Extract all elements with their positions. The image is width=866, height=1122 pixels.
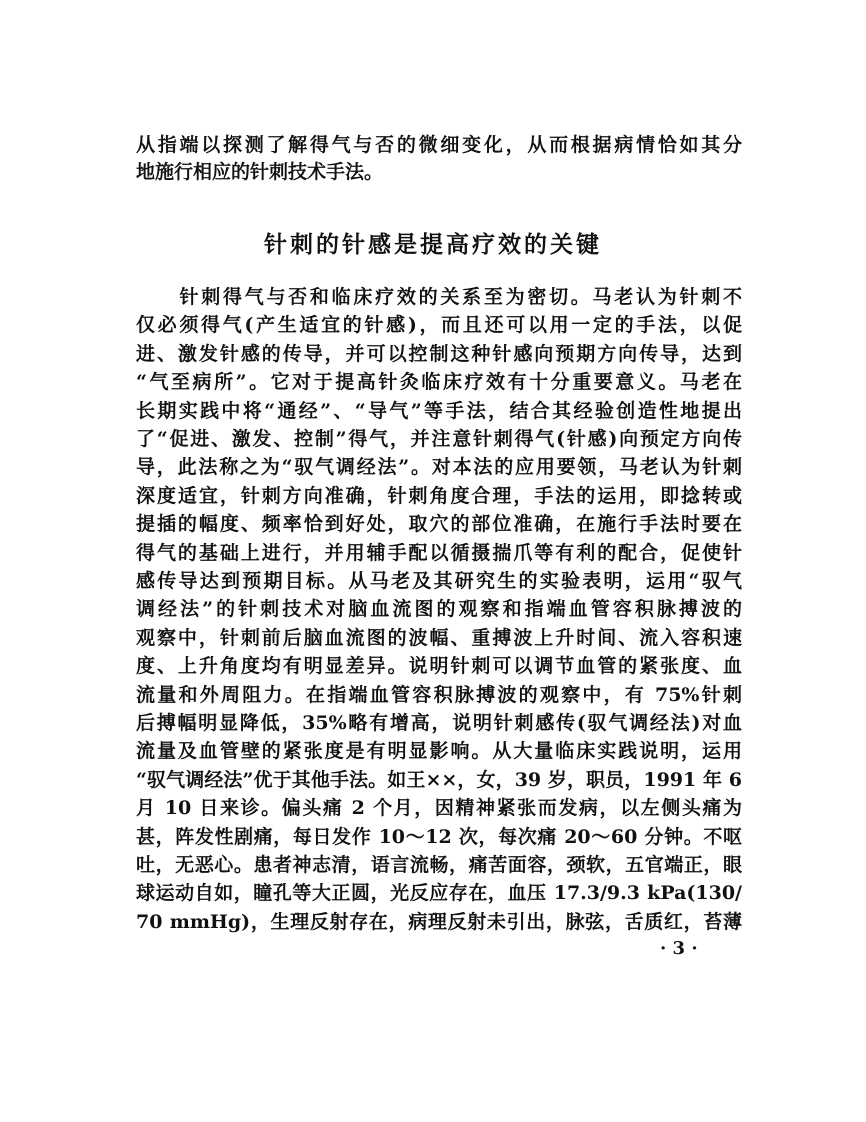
paragraph-line: 流量和外周阻力。在指端血管容积脉搏波的观察中，有 75%针刺 [136,683,742,706]
paragraph-line: 了“促进、激发、控制”得气，并注意针刺得气(针感)向预定方向传 [136,428,742,450]
paragraph-line: 吐，无恶心。患者神志清，语言流畅，痛苦面容，颈软，五官端正，眼 [136,854,742,876]
intro-line: 地施行相应的针刺技术手法。 [136,161,384,183]
paragraph-line: 仅必须得气(产生适宜的针感)，而且还可以用一定的手法，以促 [136,314,742,337]
paragraph-line: 70 mmHg)，生理反射存在，病理反射未引出，脉弦，舌质红，苔薄 [136,910,742,933]
section-heading: 针刺的针感是提高疗效的关键 [264,231,602,258]
paragraph-line: 进、激发针感的传导，并可以控制这种针感向预期方向传导，达到 [136,342,742,365]
page-number: · 3 · [660,938,698,959]
paragraph-line: 导，此法称之为“驭气调经法”。对本法的应用要领，马老认为针刺 [136,456,742,479]
paragraph-line: 甚，阵发性剧痛，每日发作 10～12 次，每次痛 20～60 分钟。不呕 [136,825,742,848]
paragraph-line: 感传导达到预期目标。从马老及其研究生的实验表明，运用“驭气 [136,570,742,592]
paragraph-line: 长期实践中将“通经”、“导气”等手法，结合其经验创造性地提出 [136,399,742,422]
paragraph-line: 调经法”的针刺技术对脑血流图的观察和指端血管容积脉搏波的 [136,598,742,621]
paragraph-line: 月 10 日来诊。偏头痛 2 个月，因精神紧张而发病，以左侧头痛为 [136,797,742,820]
paragraph-line: “气至病所”。它对于提高针灸临床疗效有十分重要意义。马老在 [136,371,742,394]
paragraph-line: 后搏幅明显降低，35%略有增高，说明针刺感传(驭气调经法)对血 [136,712,742,734]
paragraph-line: 提插的幅度、频率恰到好处，取穴的部位准确，在施行手法时要在 [136,513,742,536]
paragraph-line: 深度适宜，针刺方向准确，针刺角度合理，手法的运用，即捻转或 [136,484,742,507]
intro-line: 从指端以探测了解得气与否的微细变化，从而根据病情恰如其分 [136,134,742,156]
paragraph-line: 度、上升角度均有明显差异。说明针刺可以调节血管的紧张度、血 [136,655,742,678]
paragraph-line: 球运动自如，瞳孔等大正圆，光反应存在，血压 17.3/9.3 kPa(130/ [136,882,742,905]
paragraph-line: 得气的基础上进行，并用辅手配以循摄揣爪等有利的配合，促使针 [136,541,742,564]
paragraph-line: 观察中，针刺前后脑血流图的波幅、重搏波上升时间、流入容积速 [136,626,742,649]
paragraph-line: 针刺得气与否和临床疗效的关系至为密切。马老认为针刺不 [136,286,742,308]
paragraph-line: “驭气调经法”优于其他手法。如王××，女，39 岁，职员，1991 年 6 [136,768,742,791]
paragraph-line: 流量及血管壁的紧张度是有明显影响。从大量临床实践说明，运用 [136,740,742,763]
